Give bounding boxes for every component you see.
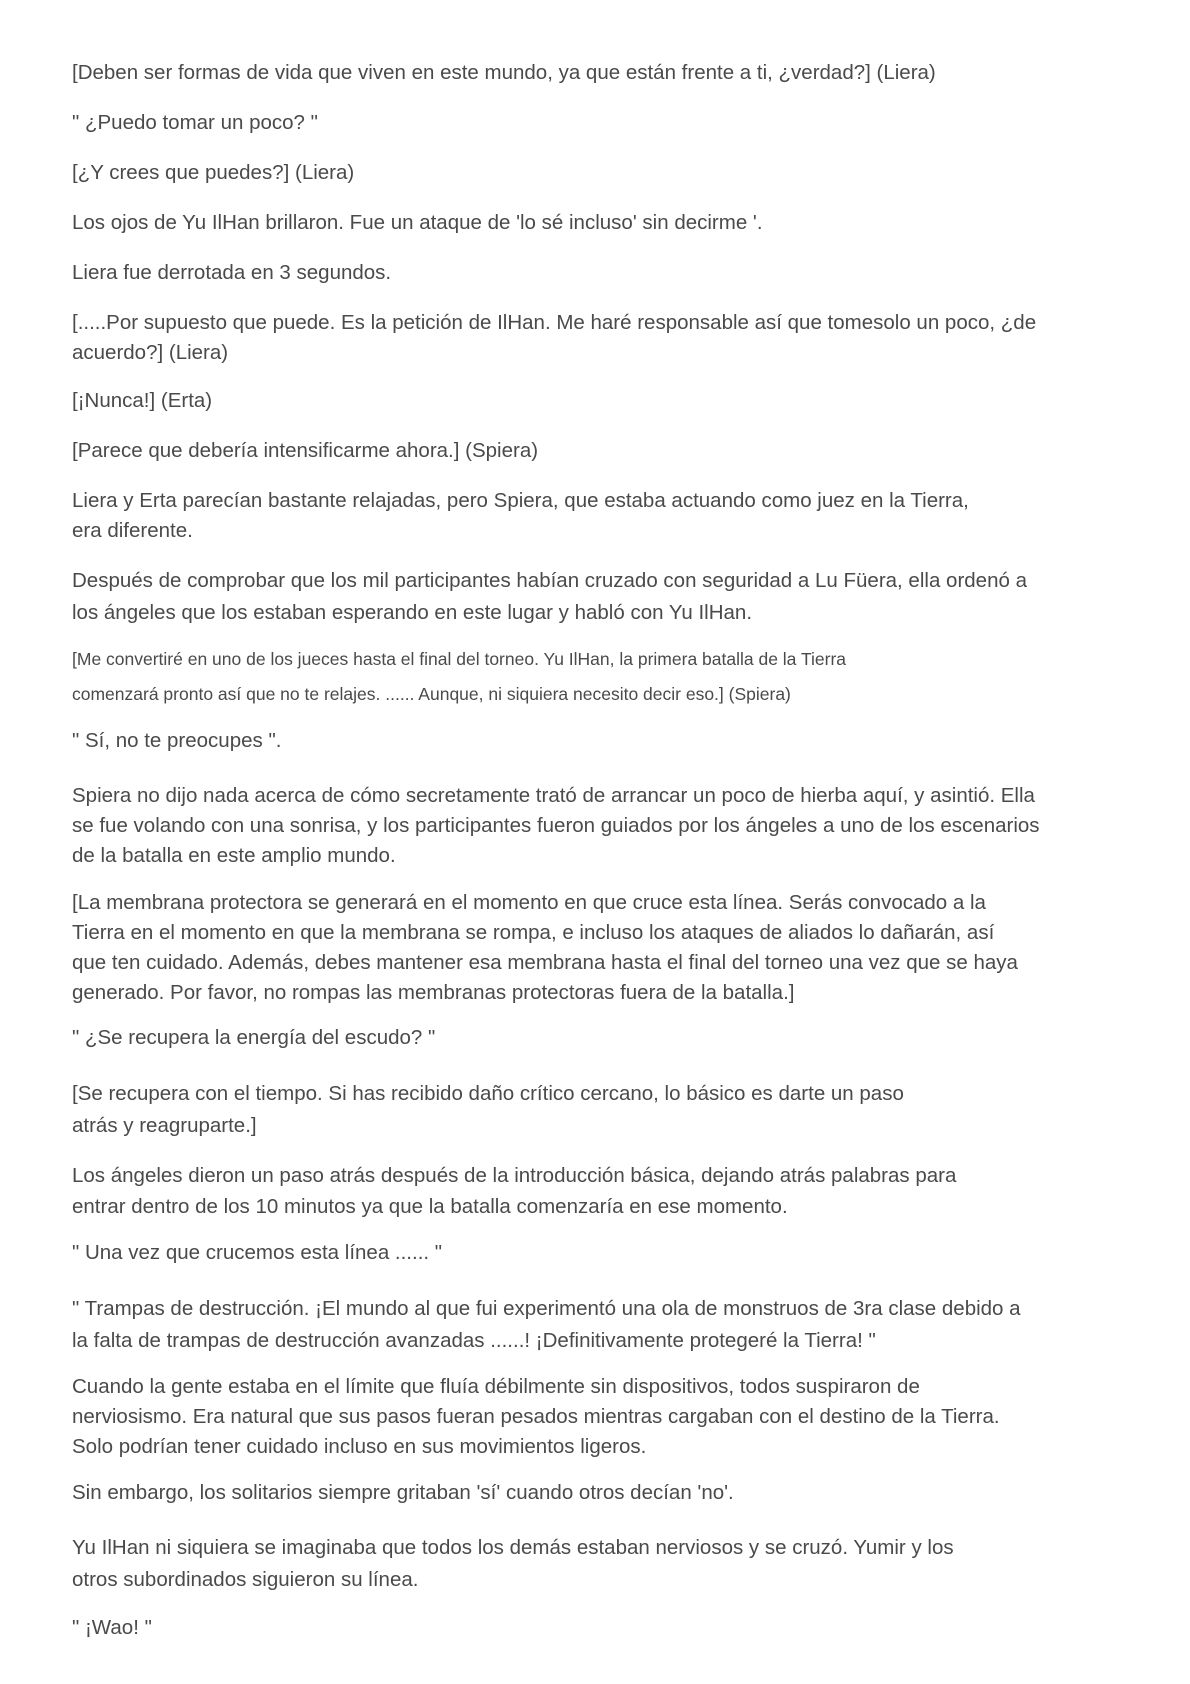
paragraph-10	[72, 565, 1027, 629]
paragraph-6	[72, 308, 1036, 368]
paragraph-3	[72, 158, 354, 188]
text-line: [La membrana protectora se generará en el momento en que cruce esta línea. Serás convocado a la	[72, 891, 986, 914]
text-line: [Me convertiré en uno de los jueces hasta el final del torneo. Yu IlHan, la primera batalla de la Tierra	[72, 649, 847, 669]
paragraph-2	[72, 108, 318, 138]
text-line: [.....Por supuesto que puede. Es la petición de IlHan. Me haré responsable así que tomesolo un poco, ¿de	[72, 311, 1037, 334]
text-line: [Se recupera con el tiempo. Si has recibido daño crítico cercano, lo básico es darte un paso	[72, 1082, 904, 1105]
text-line: entrar dentro de los 10 minutos ya que la batalla comenzaría en ese momento.	[72, 1195, 788, 1218]
text-line: Los ángeles dieron un paso atrás después de la introducción básica, dejando atrás palabras para	[72, 1164, 957, 1187]
text-line: " ¿Puedo tomar un poco? "	[72, 111, 318, 134]
text-line: " Trampas de destrucción. ¡El mundo al que fui experimentó una ola de monstruos de 3ra clase debido a	[72, 1297, 1021, 1320]
text-line: [¿Y crees que puedes?] (Liera)	[72, 161, 355, 184]
paragraph-9	[72, 486, 969, 546]
paragraph-12	[72, 726, 281, 756]
text-line: que ten cuidado. Además, debes mantener esa membrana hasta el final del torneo una vez que se haya	[72, 951, 1018, 974]
text-line: Después de comprobar que los mil participantes habían cruzado con seguridad a Lu Füera, ella ordenó a	[72, 569, 1027, 592]
text-line: acuerdo?] (Liera)	[72, 341, 229, 364]
paragraph-13	[72, 781, 1040, 871]
text-line: comenzará pronto así que no te relajes. ...... Aunque, ni siquiera necesito decir eso.] (Spiera)	[72, 684, 791, 704]
paragraph-17	[72, 1160, 956, 1222]
paragraph-15	[72, 1023, 435, 1053]
text-line: Los ojos de Yu IlHan brillaron. Fue un ataque de 'lo sé incluso' sin decirme '.	[72, 211, 763, 234]
text-line: atrás y reagruparte.]	[72, 1114, 257, 1137]
text-line: los ángeles que los estaban esperando en este lugar y habló con Yu IlHan.	[72, 601, 753, 624]
text-line: Tierra en el momento en que la membrana se rompa, e incluso los ataques de aliados lo dañarán, así	[72, 921, 995, 944]
text-line: nerviosismo. Era natural que sus pasos fueran pesados mientras cargaban con el destino de la Tierra.	[72, 1405, 1000, 1428]
paragraph-20	[72, 1372, 1000, 1462]
paragraph-16	[72, 1078, 904, 1142]
text-line: era diferente.	[72, 519, 193, 542]
text-line: Sin embargo, los solitarios siempre gritaban 'sí' cuando otros decían 'no'.	[72, 1481, 734, 1504]
paragraph-23	[72, 1613, 152, 1643]
paragraph-14	[72, 888, 1018, 1008]
text-line: Liera fue derrotada en 3 segundos.	[72, 261, 392, 284]
paragraph-22	[72, 1532, 954, 1596]
text-line: " ¿Se recupera la energía del escudo? "	[72, 1026, 436, 1049]
text-line: Yu IlHan ni siquiera se imaginaba que todos los demás estaban nerviosos y se cruzó. Yumir y los	[72, 1536, 954, 1559]
text-line: otros subordinados siguieron su línea.	[72, 1568, 419, 1591]
text-line: la falta de trampas de destrucción avanzadas ......! ¡Definitivamente protegeré la Tierra! "	[72, 1329, 876, 1352]
paragraph-4	[72, 208, 763, 238]
paragraph-19	[72, 1293, 1021, 1357]
text-line: Spiera no dijo nada acerca de cómo secretamente trató de arrancar un poco de hierba aquí, y asintió. Ella	[72, 784, 1035, 807]
paragraph-7	[72, 386, 212, 416]
paragraph-5	[72, 258, 391, 288]
text-line: de la batalla en este amplio mundo.	[72, 844, 396, 867]
text-line: " Una vez que crucemos esta línea ...... "	[72, 1241, 443, 1264]
text-line: [¡Nunca!] (Erta)	[72, 389, 213, 412]
text-line: se fue volando con una sonrisa, y los participantes fueron guiados por los ángeles a uno de los escenarios	[72, 814, 1040, 837]
text-line: " Sí, no te preocupes ".	[72, 729, 282, 752]
text-line: " ¡Wao! "	[72, 1616, 152, 1639]
text-line: [Parece que debería intensificarme ahora.] (Spiera)	[72, 439, 539, 462]
paragraph-8	[72, 436, 538, 466]
paragraph-18	[72, 1238, 442, 1268]
text-line: generado. Por favor, no rompas las membranas protectoras fuera de la batalla.]	[72, 981, 795, 1004]
text-line: Liera y Erta parecían bastante relajadas, pero Spiera, que estaba actuando como juez en la Tierra,	[72, 489, 969, 512]
paragraph-21	[72, 1478, 734, 1508]
text-line: Cuando la gente estaba en el límite que fluía débilmente sin dispositivos, todos suspiraron de	[72, 1375, 920, 1398]
text-line: [Deben ser formas de vida que viven en este mundo, ya que están frente a ti, ¿verdad?] (Liera)	[72, 61, 936, 84]
paragraph-11	[72, 642, 846, 712]
text-line: Solo podrían tener cuidado incluso en sus movimientos ligeros.	[72, 1435, 647, 1458]
paragraph-1	[72, 58, 936, 88]
